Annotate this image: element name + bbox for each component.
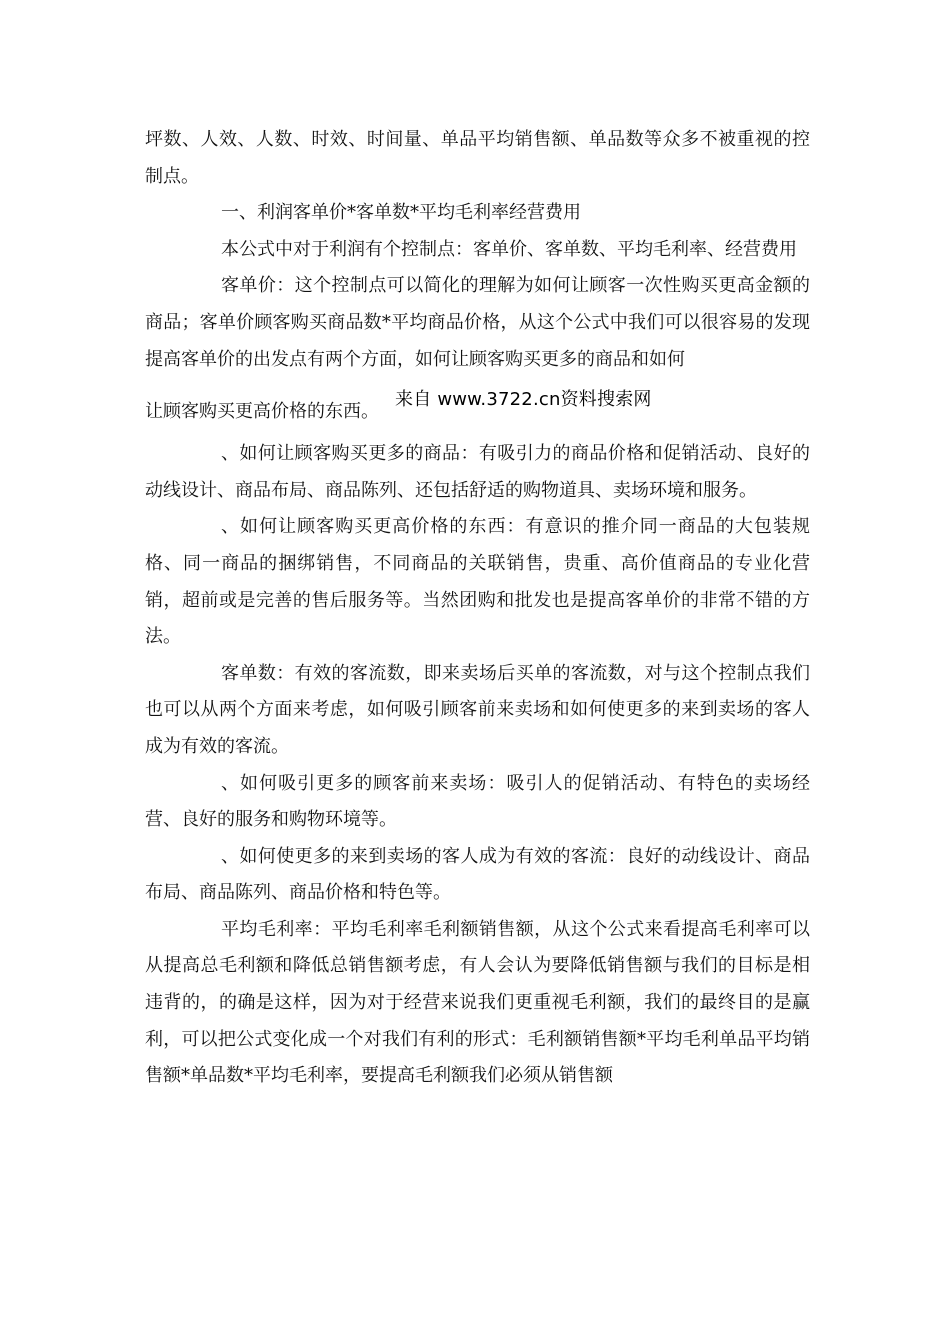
document-body xyxy=(145,122,810,1095)
source-watermark: 来自 www.3722.cn资料搜索网 xyxy=(395,388,652,410)
paragraph-control-points-continued: 坪数、人效、人数、时效、时间量、单品平均销售额、单品数等众多不被重视的控制点。 xyxy=(145,129,810,187)
paragraph-attract-customers: 、如何吸引更多的顾客前来卖场：吸引人的促销活动、有特色的卖场经营、良好的服务和购物环境等。 xyxy=(145,772,810,831)
paragraph-average-ticket-ending: 让顾客购买更高价格的东西。 xyxy=(145,400,379,422)
paragraph-average-margin: 平均毛利率：平均毛利率毛利额销售额，从这个公式来看提高毛利率可以从提高总毛利额和降低总销售额考虑，有人会认为要降低销售额与我们的目标是相违背的，的确是这样，因为对于经营来说我们更重视毛利额，我们的最终目的是赢利，可以把公式变化成一个对我们有利的形式：毛利额销售额*平均毛利单品平均销售额*单品数*平均毛利率，要提高毛利额我们必须从销售额 xyxy=(145,918,810,1087)
source-line xyxy=(145,378,810,430)
paragraph-effective-traffic: 、如何使更多的来到卖场的客人成为有效的客流：良好的动线设计、商品布局、商品陈列、商品价格和特色等。 xyxy=(145,845,810,904)
paragraph-buy-more-items: 、如何让顾客购买更多的商品：有吸引力的商品价格和促销活动、良好的动线设计、商品布局、商品陈列、还包括舒适的购物道具、卖场环境和服务。 xyxy=(145,443,810,501)
paragraph-average-ticket: 客单价：这个控制点可以简化的理解为如何让顾客一次性购买更高金额的商品；客单价顾客购买商品数*平均商品价格，从这个公式中我们可以很容易的发现提高客单价的出发点有两个方面，如何让顾客购买更多的商品和如何 xyxy=(145,275,810,370)
paragraph-profit-control-points: 本公式中对于利润有个控制点：客单价、客单数、平均毛利率、经营费用 xyxy=(221,238,797,260)
paragraph-buy-higher-price: 、如何让顾客购买更高价格的东西：有意识的推介同一商品的大包装规格、同一商品的捆绑销售，不同商品的关联销售，贵重、高价值商品的专业化营销，超前或是完善的售后服务等。当然团购和批发也是提高客单价的非常不错的方法。 xyxy=(145,516,810,648)
paragraph-customer-count: 客单数：有效的客流数，即来卖场后买单的客流数，对与这个控制点我们也可以从两个方面来考虑，如何吸引顾客前来卖场和如何使更多的来到卖场的客人成为有效的客流。 xyxy=(145,662,810,757)
heading-profit-formula: 一、利润客单价*客单数*平均毛利率经营费用 xyxy=(221,202,581,224)
